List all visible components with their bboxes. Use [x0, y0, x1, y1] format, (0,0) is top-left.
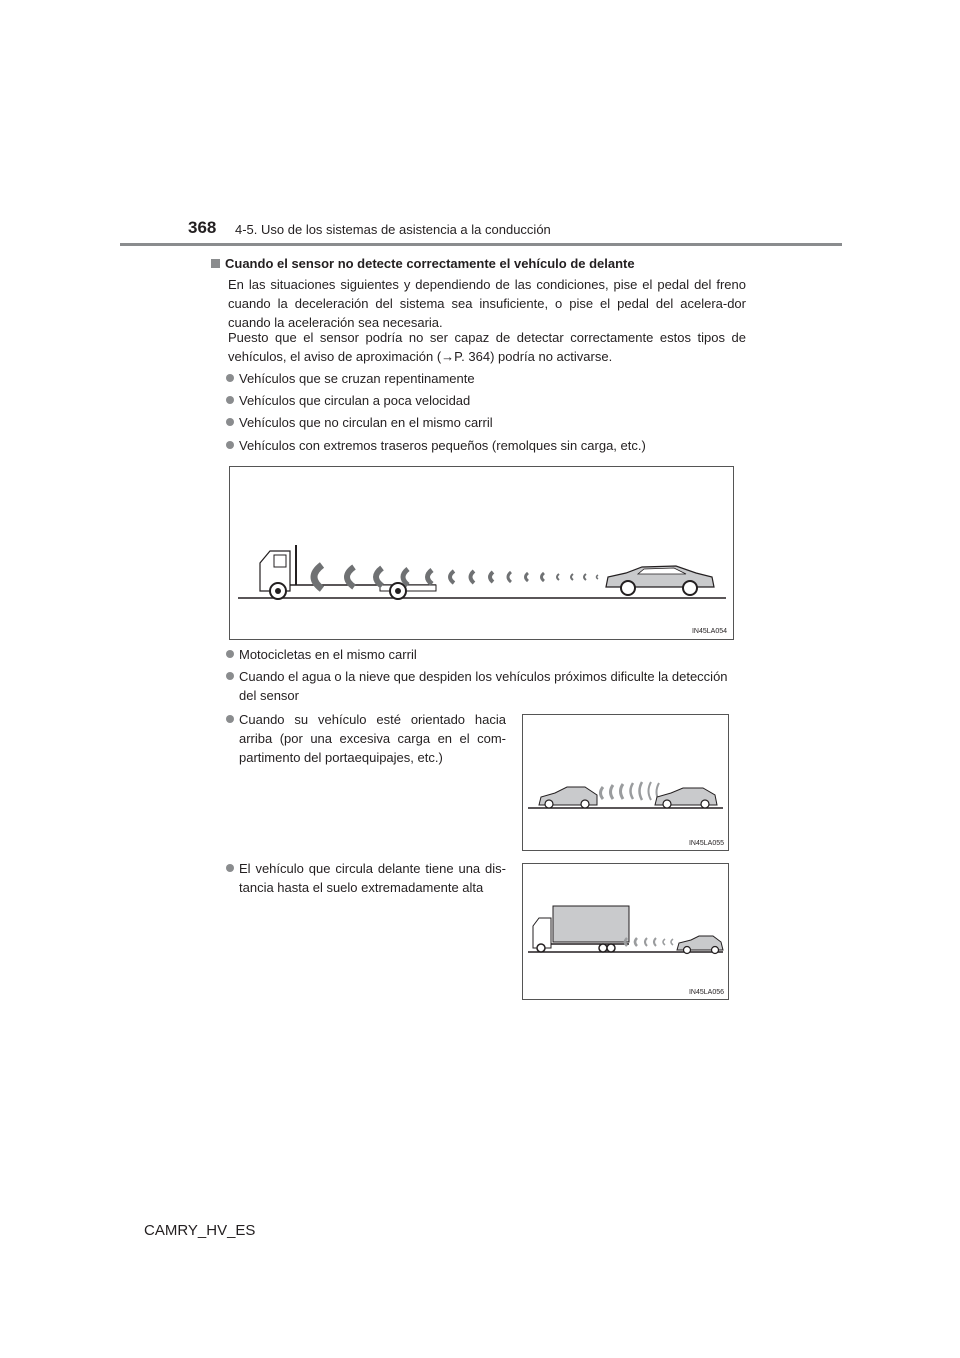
page-number: 368 — [188, 218, 217, 237]
truck-trailer-car-drawing — [230, 467, 733, 639]
paragraph-2: Puesto que el sensor podría no ser capaz de detectar correctamente estos tipos de vehículos, el aviso de aproximación (→P. 364) podría no activarse. — [228, 330, 746, 364]
bullet-dot-icon — [226, 650, 234, 658]
header-rule — [120, 243, 842, 246]
bullet-dot-icon — [226, 418, 234, 426]
list-item: El vehículo que circula delante tiene una dis-tancia hasta el suelo extremadamente alta — [226, 859, 506, 897]
figure-code: IN45LA054 — [691, 628, 727, 635]
bullet-dot-icon — [226, 396, 234, 404]
bullet-dot-icon — [226, 715, 234, 723]
bullet-dot-icon — [226, 864, 234, 872]
list-item: Vehículos que no circulan en el mismo carril — [226, 413, 493, 432]
illustration-truck-trailer-car — [229, 466, 734, 640]
list-item: Cuando su vehículo esté orientado hacia arriba (por una excesiva carga en el com-partimento del portaequipajes, etc.) — [226, 710, 506, 767]
figure-code: IN45LA056 — [688, 989, 724, 996]
list-item: Vehículos que circulan a poca velocidad — [226, 391, 470, 410]
bullet-dot-icon — [226, 441, 234, 449]
figure-code: IN45LA055 — [688, 840, 724, 847]
high-truck-car-drawing — [523, 864, 728, 999]
list-item: Vehículos que se cruzan repentinamente — [226, 369, 475, 388]
footer-model-code: CAMRY_HV_ES — [144, 1222, 256, 1239]
square-bullet-icon — [211, 259, 220, 268]
paragraph-1: En las situaciones siguientes y dependiendo de las condiciones, pise el pedal del freno cuando la deceleración del sistema sea insuficiente, o pise el pedal del acelera-dor cuando la aceleración sea necesaria. — [228, 277, 746, 330]
list-item: Cuando el agua o la nieve que despiden los vehículos próximos dificulte la detección del sensor — [226, 667, 746, 705]
section-title: 4-5. Uso de los sistemas de asistencia a la conducción — [235, 222, 551, 237]
bullet-dot-icon — [226, 672, 234, 680]
list-item: Vehículos con extremos traseros pequeños (remolques sin carga, etc.) — [226, 436, 646, 455]
list-item: Motocicletas en el mismo carril — [226, 645, 417, 664]
illustration-high-truck-car — [522, 863, 729, 1000]
heading-text: Cuando el sensor no detecte correctamente el vehículo de delante — [225, 256, 635, 271]
subsection-heading — [211, 256, 635, 271]
bullet-dot-icon — [226, 374, 234, 382]
tilted-car-drawing — [523, 715, 728, 850]
illustration-car-tilted-up — [522, 714, 729, 851]
